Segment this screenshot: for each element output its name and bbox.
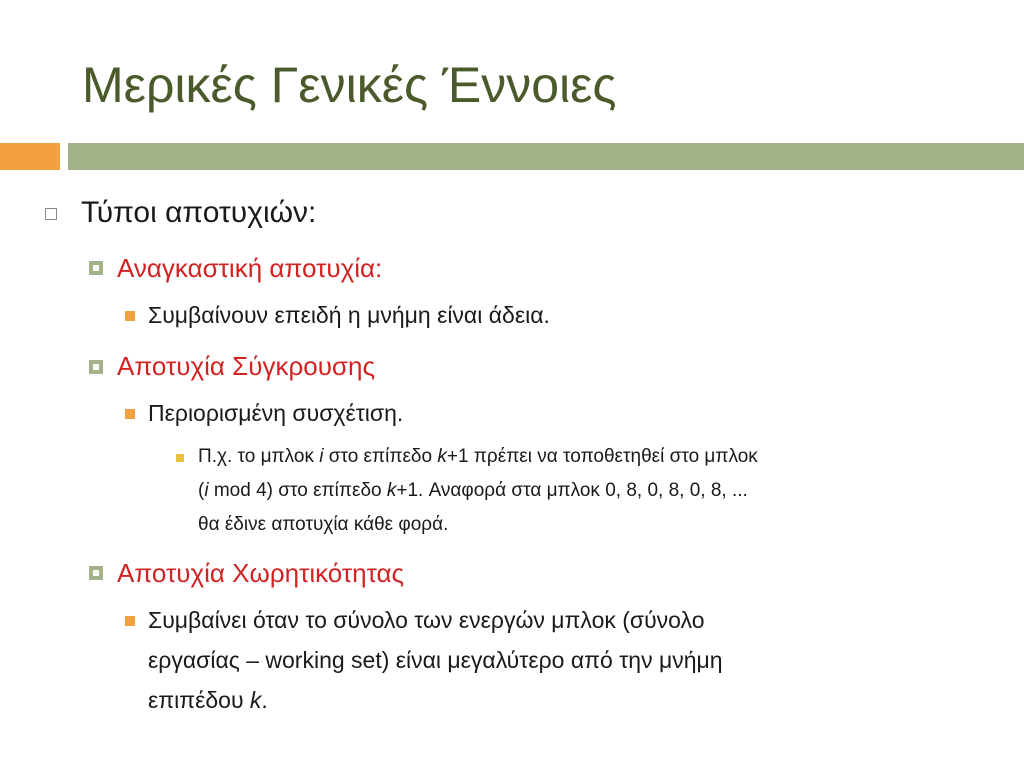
example-text: mod 4) στο επίπεδο — [208, 480, 387, 501]
bullet-example-line2 — [198, 474, 748, 508]
bullet-level2-square — [89, 360, 103, 374]
example-text: Π.χ. το μπλοκ — [198, 446, 320, 467]
bullet-level3-square — [125, 616, 135, 626]
bullet-level3-square — [125, 409, 135, 419]
bullet-capacity-desc-line1: Συμβαίνει όταν το σύνολο των ενεργών μπλοκ (σύνολο — [148, 607, 705, 633]
bullet-capacity-desc-line2: εργασίας – working set) είναι μεγαλύτερο από την μνήμη — [148, 647, 723, 673]
bullet-level2-square — [89, 566, 103, 580]
bullet-level1-square — [45, 208, 57, 220]
example-text: +1 πρέπει να τοποθετηθεί στο μπλοκ — [446, 446, 758, 467]
bullet-compulsory-miss: Αναγκαστική αποτυχία: — [117, 253, 383, 283]
bullet-example-line1 — [198, 440, 758, 474]
example-text: ( — [198, 480, 205, 501]
bullet-level3-square — [125, 311, 135, 321]
bullet-level4-square — [176, 454, 184, 462]
bullet-compulsory-desc: Συμβαίνουν επειδή η μνήμη είναι άδεια. — [148, 302, 550, 328]
bullet-failure-types: Τύποι αποτυχιών: — [81, 196, 317, 229]
bullet-capacity-miss: Αποτυχία Χωρητικότητας — [117, 558, 405, 588]
bullet-example-line3: θα έδινε αποτυχία κάθε φορά. — [198, 514, 449, 535]
title-accent-bar-orange — [0, 143, 60, 170]
example-text: στο επίπεδο — [323, 446, 438, 467]
example-var-i: i — [204, 480, 209, 501]
capacity-text: . — [261, 687, 268, 713]
bullet-level2-square — [89, 261, 103, 275]
title-accent-bar-green — [68, 143, 1024, 170]
capacity-var-k: k — [249, 687, 262, 713]
example-var-k: k — [437, 446, 447, 467]
bullet-capacity-desc-line3 — [148, 685, 268, 715]
bullet-conflict-desc: Περιορισμένη συσχέτιση. — [148, 400, 404, 426]
example-text: +1. Αναφορά στα μπλοκ 0, 8, 0, 8, 0, 8, ... — [396, 480, 748, 501]
capacity-text: επιπέδου — [148, 687, 250, 713]
bullet-conflict-miss: Αποτυχία Σύγκρουσης — [117, 351, 375, 381]
example-var-k: k — [386, 480, 397, 501]
slide-title: Μερικές Γενικές Έννοιες — [82, 57, 617, 113]
example-var-i: i — [319, 446, 324, 467]
